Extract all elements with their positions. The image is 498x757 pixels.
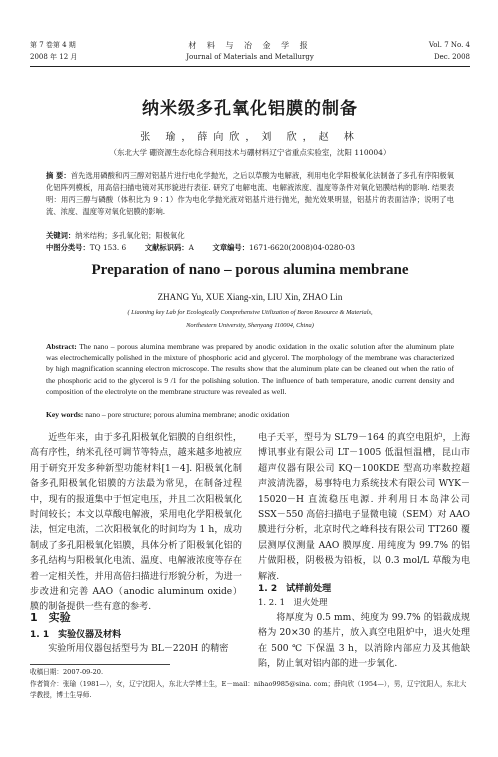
- section-1-1-paragraph-cont: 电子天平，型号为 SL79－164 的真空电阻炉，上海博讯事业有限公司 LT－1005 低温恒温槽，昆山市超声仪器有限公司 KQ－100KDE 型高功率数控超声波清洗器，易事特电力系统技术有限公司 WYK－15020－H 直流稳压电源. 并利用日本岛津公司 SSX－550 高倍扫描电子显微电镜（SEM）对 AAO 膜进行分析，北京时代之峰科技有限公司 TT260 覆层测厚仪测量 AAO 膜厚度. 用纯度为 99.7% 的铝片做阳极，阴极极为铅板，以 0.3 mol/L 草酸为电解液.: [258, 433, 470, 582]
- section-1-1-paragraph-start: 实验所用仪器包括型号为 BL－220H 的精密: [48, 644, 229, 654]
- abstract-cn: [46, 170, 454, 218]
- footnote-rule: [30, 664, 170, 665]
- keywords-en-text: nano – pore structure; porous alumina membrane; anodic oxidation: [85, 410, 290, 419]
- abstract-en-text: The nano – porous alumina membrane was prepared by anodic oxidation in the oxalic solution after the aluminum plate was electrochemically polished in the mixture of phosphoric acid and glycerol. The morphology of the membrane was characterized by high magnification scanning electron microscope. The results show that the aluminum plate can be cleaned out when the ratio of the phosphoric acid to the glycerol is 9 /1 for the polishing solution. The influence of bath temperature, anodic current density and composition of the electrolyte on the membrane structure was revealed as well.: [46, 342, 454, 396]
- keywords-cn: [46, 230, 454, 242]
- header-date-cn: 2008 年 12 月: [30, 53, 78, 61]
- keywords-en: [46, 409, 454, 420]
- keywords-cn-text: 纳米结构；多孔氧化铝；阳极氧化: [75, 231, 185, 240]
- header-volume: 第 7 卷第 4 期: [30, 41, 76, 49]
- doc-code-label: 文献标识码：: [144, 243, 189, 252]
- abstract-en-label: Abstract:: [46, 342, 77, 351]
- article-no-label: 文章编号：: [212, 243, 250, 252]
- section-1-2-1-heading: 1. 2. 1 退火处理: [258, 598, 328, 608]
- header-date-en: Dec. 2008: [434, 53, 470, 61]
- section-1-2-heading: 1. 2 试样前处理: [258, 584, 332, 594]
- journal-name-cn: 材 料 与 冶 金 学 报: [188, 41, 312, 50]
- clc-value: TQ 153. 6: [89, 243, 127, 252]
- abstract-cn-text: 首先选用磷酸和丙三醇对铝基片进行电化学抛光，之后以草酸为电解液，利用电化学阳极氧化法制备了多孔有序阳极氧化铝阵列模板，用高倍扫描电镜对其形貌进行表征. 研究了电解电流、电解液浓度、温度等条件对氧化铝膜结构的影响. 结果表明：用丙三醇与磷酸（体积比为 9∶1）作为电化学抛光液对铝基片进行抛光，抛光效果明显，铝基片的表面洁净；说明了电流、浓度、温度等对氧化铝膜的影响.: [46, 171, 454, 216]
- header-volume-en: Vol. 7 No. 4: [428, 41, 470, 49]
- footnote-author-bio: 作者简介：张瑜（1981—），女，辽宁沈阳人，东北大学博士生，E－mail：nihao9985@sina. com；薛向欣（1954—），男，辽宁沈阳人，东北大学教授，博士生导师.: [30, 680, 467, 699]
- abstract-cn-label: 摘 要：: [46, 171, 71, 180]
- affiliation-en-1: ( Liaoning key Lab for Ecologically Comprehensive Utilization of Boron Resource & Materials,: [127, 309, 373, 316]
- title-cn: 纳米级多孔氧化铝膜的制备: [142, 99, 358, 119]
- header-rule: [30, 66, 470, 67]
- affiliation-cn: （东北大学 硼资源生态化综合利用技术与硼材料辽宁省重点实验室，沈阳 110004）: [109, 148, 391, 157]
- affiliation-en-2: Northestern University, Shenyang 110004, China): [186, 322, 314, 329]
- abstract-en: [46, 341, 454, 397]
- authors-cn: 张 瑜，薛向欣，刘 欣，赵 林: [140, 132, 360, 143]
- authors-en: ZHANG Yu, XUE Xiang-xin, LIU Xin, ZHAO Lin: [157, 292, 343, 302]
- keywords-cn-label: 关键词：: [46, 231, 76, 240]
- journal-name-en: Journal of Materials and Metallurgy: [186, 53, 314, 61]
- title-en: Preparation of nano – porous alumina membrane: [91, 262, 409, 278]
- footnote-received: 收稿日期：2007-09-20.: [30, 668, 104, 676]
- classification-line: [46, 242, 454, 254]
- section-1-1-heading: 1. 1 实验仪器及材料: [30, 630, 122, 640]
- intro-paragraph: 近些年来，由于多孔阳极氧化铝膜的自组织性，高有序性，纳米孔径可调节等特点，越来越多地被应用于研究开发多种新型功能材料[1－4]. 阳极氧化制备多孔阳极氧化铝膜的方法最为常见，在制备过程中，现有的报道集中于恒定电压，并且二次阳极氧化时间较长；本文以草酸电解液，采用电化学阳极氧化法，恒定电流，二次阳极氧化的时间均为 1 h，成功制成了多孔阳极氧化铝膜，具体分析了阳极氧化铝的多孔结构与阳极氧化电流、温度、电解液浓度等存在着一定相关性，并用高倍扫描进行形貌分析，为进一步改进和完善 AAO（anodic aluminum oxide）膜的制备提供一些有意的参考.: [30, 433, 242, 613]
- article-no-value: 1671-6620(2008)04-0280-03: [249, 243, 355, 252]
- annealing-paragraph: 将厚度为 0.5 mm、纯度为 99.7% 的铝裁成规格为 20×30 的基片，放入真空电阻炉中，退火处理在 500 ℃ 下保温 3 h，以消除内部应力及其他缺陷，防止氧对铝内部的进一步氧化.: [258, 613, 470, 670]
- clc-label: 中图分类号：: [46, 243, 90, 252]
- keywords-en-label: Key words:: [46, 410, 84, 419]
- doc-code-value: A: [188, 243, 194, 252]
- section-1-heading: 1 实验: [30, 611, 71, 624]
